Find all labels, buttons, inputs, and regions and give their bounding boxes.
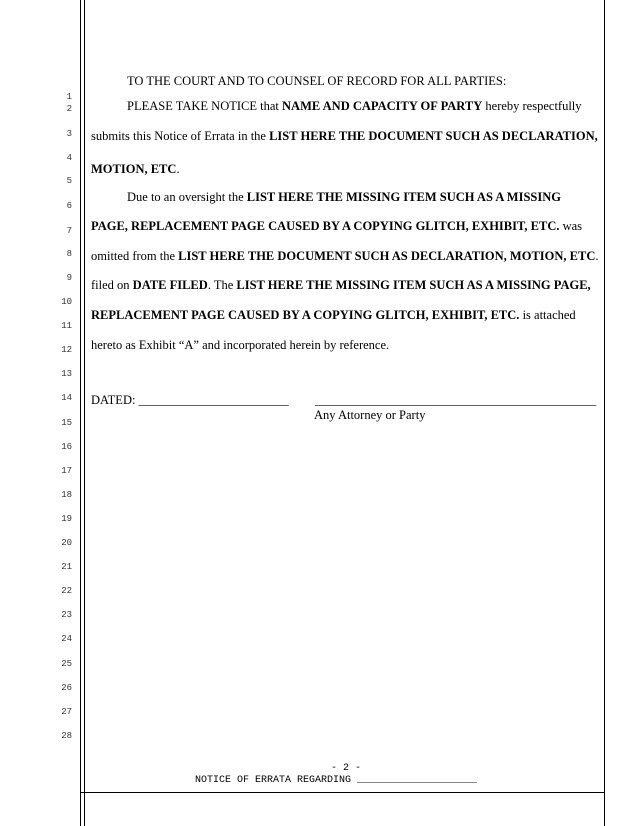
missing-item-placeholder-2-cont: REPLACEMENT PAGE CAUSED BY A COPYING GLITCH, EXHIBIT, ETC. [91,308,520,322]
line-number: 6 [66,201,72,211]
text: . [595,249,599,263]
footer-title: NOTICE OF ERRATA REGARDING ____________________ [195,775,478,786]
line-number: 3 [66,129,72,139]
line-number: 26 [61,683,72,693]
signer-label: Any Attorney or Party [314,408,426,422]
text: was [559,219,583,233]
text: . The [207,278,237,292]
oversight-line-3 [91,249,598,264]
line-number: 12 [61,345,72,355]
line-number: 22 [61,586,72,596]
oversight-line-5 [91,308,576,323]
text: . [176,162,180,176]
line-number: 7 [66,226,72,236]
text: submits this Notice of Errata in the [91,129,270,143]
notice-line-2 [91,129,598,144]
right-margin-rule [604,0,605,826]
notice-line-3 [91,162,180,177]
text: PLEASE TAKE NOTICE that [127,99,283,113]
notice-line-1 [127,99,582,114]
document-placeholder-cont: MOTION, ETC [91,162,177,176]
footer-rule [80,792,604,793]
left-margin-rule [80,0,81,826]
line-number: 5 [66,176,72,186]
missing-item-placeholder-cont: PAGE, REPLACEMENT PAGE CAUSED BY A COPYING GLITCH, EXHIBIT, ETC. [91,219,560,233]
missing-item-placeholder-2: LIST HERE THE MISSING ITEM SUCH AS A MISSING PAGE, [236,278,591,292]
line-number: 28 [61,731,72,741]
line-number: 13 [61,369,72,379]
left-margin-rule-inner [84,0,85,826]
oversight-line-1 [127,190,561,205]
line-number: 14 [61,393,72,403]
line-number: 21 [61,562,72,572]
text: hereby respectfully [482,99,582,113]
party-placeholder: NAME AND CAPACITY OF PARTY [282,99,483,113]
line-number: 20 [61,538,72,548]
line-number: 24 [61,634,72,644]
document-placeholder-2: LIST HERE THE DOCUMENT SUCH AS DECLARATION, MOTION, ETC [178,249,596,263]
line-number: 4 [66,153,72,163]
missing-item-placeholder: LIST HERE THE MISSING ITEM SUCH AS A MISSING [246,190,561,204]
salutation: TO THE COURT AND TO COUNSEL OF RECORD FOR ALL PARTIES: [127,74,507,88]
dated-line: DATED: ________________________ [91,393,289,407]
line-number: 23 [61,610,72,620]
line-number: 2 [66,104,72,114]
oversight-line-6: hereto as Exhibit “A” and incorporated herein by reference. [91,338,390,352]
line-number: 15 [61,418,72,428]
date-filed-placeholder: DATE FILED [132,278,208,292]
line-number: 18 [61,490,72,500]
line-number: 25 [61,659,72,669]
text: is attached [519,308,576,322]
document-placeholder: LIST HERE THE DOCUMENT SUCH AS DECLARATION, [269,129,598,143]
text: Due to an oversight the [127,190,247,204]
page-number: - 2 - [330,763,361,774]
line-number: 11 [61,321,72,331]
line-number: 27 [61,707,72,717]
line-number: 17 [61,466,72,476]
text: filed on [91,278,133,292]
oversight-line-2 [91,219,582,234]
line-number: 16 [61,442,72,452]
line-number: 10 [61,297,72,307]
line-number: 1 [66,92,72,102]
line-number: 8 [66,249,72,259]
oversight-line-4 [91,278,591,293]
line-number: 9 [66,273,72,283]
text: omitted from the [91,249,179,263]
line-number: 19 [61,514,72,524]
signature-line: _____________________________________________ [315,393,597,407]
